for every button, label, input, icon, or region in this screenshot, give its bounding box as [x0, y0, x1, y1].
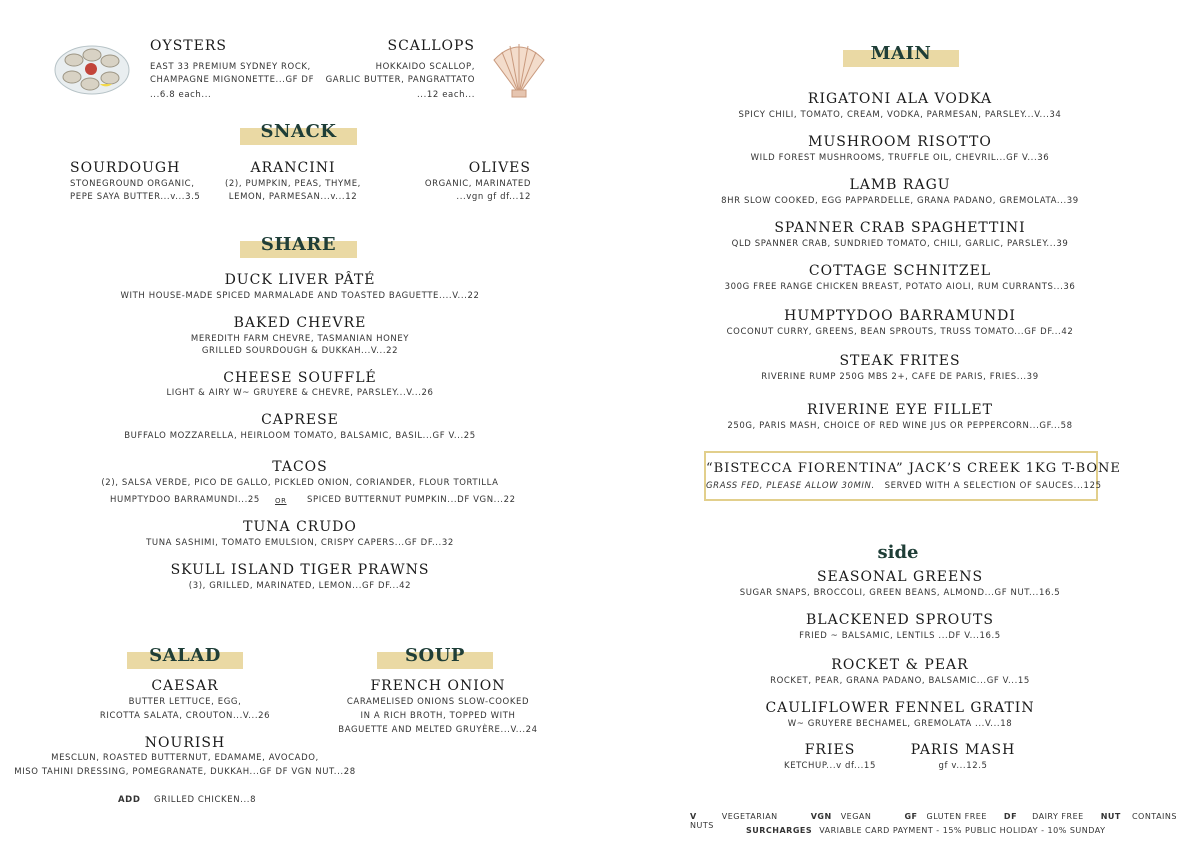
oysters-price: ...6.8 each...: [150, 90, 212, 100]
legend-code-nut: NUT: [1100, 812, 1121, 821]
fries-name: FRIES: [804, 742, 856, 758]
mushroom-risotto-name: MUSHROOM RISOTTO: [808, 134, 992, 150]
arancini-desc-2: LEMON, PARMESAN...v...12: [228, 192, 358, 202]
caprese-desc: BUFFALO MOZZARELLA, HEIRLOOM TOMATO, BALSAMIC, BASIL...GF V...25: [124, 431, 476, 441]
baked-chevre-desc-2: GRILLED SOURDOUGH & DUKKAH...V...22: [201, 346, 399, 356]
french-onion-desc-1: CARAMELISED ONIONS SLOW-COOKED: [346, 697, 530, 707]
scallops-price: ...12 each...: [416, 90, 475, 100]
tacos-or: OR: [275, 497, 287, 505]
salad-section-header: SALAD: [127, 652, 243, 669]
surcharges-label: SURCHARGES: [746, 826, 813, 835]
scallop-shell-illustration: [488, 38, 550, 98]
tacos-option-pumpkin: SPICED BUTTERNUT PUMPKIN...DF VGN...22: [307, 495, 516, 505]
cauliflower-gratin-desc: W~ GRUYERE BECHAMEL, GREMOLATA ...V...18: [787, 719, 1013, 729]
lamb-ragu-name: LAMB RAGU: [849, 177, 951, 193]
scallops-desc-2: GARLIC BUTTER, PANGRATTATO: [325, 75, 475, 85]
rocket-pear-desc: ROCKET, PEAR, GRANA PADANO, BALSAMIC...GF V...15: [770, 676, 1030, 686]
baked-chevre-desc-1: MEREDITH FARM CHEVRE, TASMANIAN HONEY: [190, 334, 410, 344]
rocket-pear-name: ROCKET & PEAR: [831, 657, 969, 673]
caesar-desc-1: BUTTER LETTUCE, EGG,: [128, 697, 242, 707]
oyster-plate-illustration: [52, 40, 132, 100]
surcharges-line: [746, 826, 1106, 835]
bistecca-desc-italic: GRASS FED, PLEASE ALLOW 30MIN.: [706, 481, 875, 491]
snack-section-header: SNACK: [240, 128, 357, 145]
cauliflower-gratin-name: CAULIFLOWER FENNEL GRATIN: [765, 700, 1035, 716]
cheese-souffle-name: CHEESE SOUFFLÉ: [223, 370, 377, 386]
legend-code-gf: GF: [904, 812, 918, 821]
humptydoo-barramundi-desc: COCONUT CURRY, GREENS, BEAN SPROUTS, TRUSS TOMATO...GF DF...42: [726, 327, 1074, 337]
spanner-crab-desc: QLD SPANNER CRAB, SUNDRIED TOMATO, CHILI, GARLIC, PARSLEY...39: [731, 239, 1069, 249]
surcharges-text: VARIABLE CARD PAYMENT - 15% PUBLIC HOLIDAY - 10% SUNDAY: [819, 826, 1106, 835]
bistecca-feature-box: [704, 451, 1121, 501]
scallops-desc-1: HOKKAIDO SCALLOP,: [375, 62, 475, 72]
tuna-crudo-desc: TUNA SASHIMI, TOMATO EMULSION, CRISPY CAPERS...GF DF...32: [146, 538, 454, 548]
fries-desc: KETCHUP...v df...15: [784, 761, 876, 771]
olives-desc-2: ...vgn gf df...12: [456, 192, 531, 202]
nourish-desc-2: MISO TAHINI DRESSING, POMEGRANATE, DUKKAH...GF DF VGN NUT...28: [14, 767, 356, 777]
side-section-header: side: [877, 542, 919, 563]
legend-label-vgn: VEGAN: [840, 812, 872, 821]
legend-code-v: V: [690, 812, 697, 821]
tiger-prawns-desc: (3), GRILLED, MARINATED, LEMON...GF DF...42: [188, 581, 412, 591]
add-grilled-chicken: GRILLED CHICKEN...8: [154, 795, 257, 805]
arancini-desc-1: (2), PUMPKIN, PEAS, THYME,: [225, 179, 361, 189]
tacos-desc: (2), SALSA VERDE, PICO DE GALLO, PICKLED ONION, CORIANDER, FLOUR TORTILLA: [101, 478, 499, 488]
duck-liver-pate-name: DUCK LIVER PÂTÉ: [224, 272, 376, 288]
legend-code-df: DF: [1003, 812, 1018, 821]
tacos-option-barramundi: HUMPTYDOO BARRAMUNDI...25: [110, 495, 260, 505]
sourdough-desc-1: STONEGROUND ORGANIC,: [70, 179, 195, 189]
french-onion-desc-3: BAGUETTE AND MELTED GRUYÈRE...V...24: [338, 725, 538, 735]
main-section-header: MAIN: [843, 50, 959, 67]
paris-mash-desc: gf v...12.5: [938, 761, 988, 771]
spanner-crab-name: SPANNER CRAB SPAGHETTINI: [774, 220, 1026, 236]
caprese-name: CAPRESE: [261, 412, 339, 428]
humptydoo-barramundi-name: HUMPTYDOO BARRAMUNDI: [784, 308, 1016, 324]
share-section-header: SHARE: [240, 241, 357, 258]
add-label: ADD: [118, 795, 141, 805]
bistecca-name: “BISTECCA FIORENTINA” JACK’S CREEK 1KG T-BONE: [706, 461, 1121, 476]
scallops-name: SCALLOPS: [387, 38, 475, 54]
sourdough-name: SOURDOUGH: [70, 160, 181, 176]
soup-section-header: SOUP: [377, 652, 493, 669]
seasonal-greens-name: SEASONAL GREENS: [816, 569, 984, 585]
eye-fillet-name: RIVERINE EYE FILLET: [807, 402, 993, 418]
cottage-schnitzel-desc: 300G FREE RANGE CHICKEN BREAST, POTATO AIOLI, RUM CURRANTS...36: [724, 282, 1076, 292]
legend-label-v: VEGETARIAN: [721, 812, 778, 821]
rigatoni-name: RIGATONI ALA VODKA: [807, 91, 993, 107]
nourish-name: NOURISH: [144, 735, 226, 751]
nourish-desc-1: MESCLUN, ROASTED BUTTERNUT, EDAMAME, AVOCADO,: [51, 753, 319, 763]
legend-label-df: DAIRY FREE: [1032, 812, 1084, 821]
cheese-souffle-desc: LIGHT & AIRY W~ GRUYERE & CHEVRE, PARSLEY...V...26: [166, 388, 434, 398]
bistecca-desc: SERVED WITH A SELECTION OF SAUCES...125: [884, 481, 1102, 491]
eye-fillet-desc: 250G, PARIS MASH, CHOICE OF RED WINE JUS OR PEPPERCORN...GF...58: [727, 421, 1073, 431]
legend-code-vgn: VGN: [810, 812, 832, 821]
mushroom-risotto-desc: WILD FOREST MUSHROOMS, TRUFFLE OIL, CHEVRIL...GF V...36: [750, 153, 1050, 163]
legend-label-gf: GLUTEN FREE: [926, 812, 987, 821]
steak-frites-name: STEAK FRITES: [839, 353, 961, 369]
oysters-name: OYSTERS: [150, 38, 227, 54]
seasonal-greens-desc: SUGAR SNAPS, BROCCOLI, GREEN BEANS, ALMOND...GF NUT...16.5: [739, 588, 1061, 598]
steak-frites-desc: RIVERINE RUMP 250G MBS 2+, CAFE DE PARIS, FRIES...39: [761, 372, 1039, 382]
caesar-name: CAESAR: [151, 678, 219, 694]
legend-label-nut: CONTAINS NUTS: [690, 812, 1177, 830]
bistecca-desc-line: [706, 480, 1102, 493]
oysters-desc-2: CHAMPAGNE MIGNONETTE...GF DF: [150, 75, 315, 85]
arancini-name: ARANCINI: [250, 160, 336, 176]
french-onion-name: FRENCH ONION: [370, 678, 506, 694]
olives-desc-1: ORGANIC, MARINATED: [424, 179, 531, 189]
tuna-crudo-name: TUNA CRUDO: [243, 519, 357, 535]
sourdough-desc-2: PEPE SAYA BUTTER...v...3.5: [70, 192, 201, 202]
olives-name: OLIVES: [468, 160, 531, 176]
oysters-desc-1: EAST 33 PREMIUM SYDNEY ROCK,: [150, 62, 311, 72]
rigatoni-desc: SPICY CHILI, TOMATO, CREAM, VODKA, PARMESAN, PARSLEY...V...34: [738, 110, 1062, 120]
caesar-desc-2: RICOTTA SALATA, CROUTON...V...26: [99, 711, 271, 721]
baked-chevre-name: BAKED CHEVRE: [233, 315, 367, 331]
cottage-schnitzel-name: COTTAGE SCHNITZEL: [808, 263, 992, 279]
tacos-name: TACOS: [272, 459, 328, 475]
blackened-sprouts-name: BLACKENED SPROUTS: [806, 612, 994, 628]
french-onion-desc-2: IN A RICH BROTH, TOPPED WITH: [360, 711, 516, 721]
duck-liver-pate-desc: WITH HOUSE-MADE SPICED MARMALADE AND TOASTED BAGUETTE....V...22: [120, 291, 480, 301]
tiger-prawns-name: SKULL ISLAND TIGER PRAWNS: [170, 562, 430, 578]
blackened-sprouts-desc: FRIED ~ BALSAMIC, LENTILS ...DF V...16.5: [799, 631, 1001, 641]
paris-mash-name: PARIS MASH: [910, 742, 1016, 758]
lamb-ragu-desc: 8HR SLOW COOKED, EGG PAPPARDELLE, GRANA PADANO, GREMOLATA...39: [721, 196, 1079, 206]
